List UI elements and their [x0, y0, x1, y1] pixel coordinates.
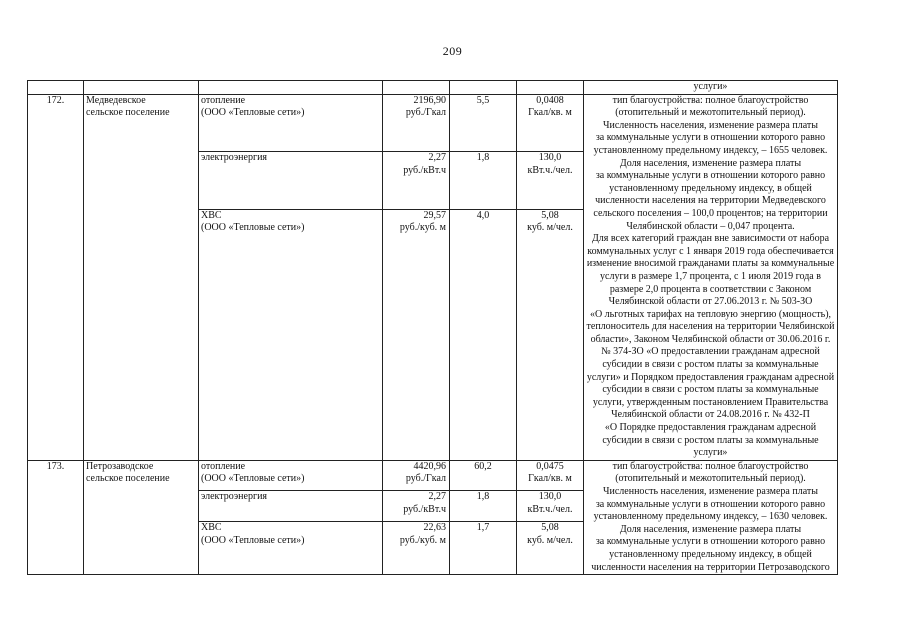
norm-value [517, 460, 584, 491]
info-cell-line: «О льготных тарифах на тепловую энергию (мощность), [589, 308, 832, 320]
tariff-value-line: руб./Гкал [405, 473, 446, 485]
info-cell-line: установленному предельному индексу, в общей [609, 182, 812, 194]
tariff-value-line: 2196,90 [413, 94, 446, 106]
service-name-line: электроэнергия [201, 152, 268, 164]
norm-value [517, 152, 584, 210]
norm-value-line: Гкал/кв. м [528, 473, 572, 485]
tariff-value-line: 29,57 [423, 209, 446, 221]
info-cell-line: размере 2,0 процента в соответствии с Законом [609, 283, 812, 295]
row-number-line: 173. [46, 460, 65, 472]
index-value-line: 60,2 [474, 460, 492, 472]
norm-value [517, 209, 584, 460]
row-number [28, 460, 84, 574]
index-value-line: 5,5 [476, 94, 490, 106]
info-cell-line: субсидии в связи с ростом платы за коммунальные [602, 384, 819, 396]
norm-value-line: куб. м/чел. [527, 534, 573, 546]
tariff-table [27, 80, 838, 575]
info-cell-line: Челябинской области от 24.08.2016 г. № 432-П [611, 409, 810, 421]
norm-value-line: 130,0 [538, 491, 562, 503]
info-cell-line: коммунальных услуг с 1 января 2019 года обеспечивается [587, 245, 834, 257]
tariff-value-line: руб./Гкал [405, 107, 446, 119]
index-value-line: 1,8 [476, 152, 490, 164]
tariff-value-line: руб./куб. м [399, 222, 446, 234]
info-cell-line: численности населения на территории Петрозаводского [591, 561, 830, 573]
service-name [199, 491, 383, 522]
norm-value-line: 0,0475 [536, 460, 564, 472]
info-cell-line: области», Законом Челябинской области от 30.06.2016 г. [590, 333, 831, 345]
settlement-name-line: сельское поселение [86, 107, 170, 119]
info-cell-line: за коммунальные услуги в отношении которого равно [595, 498, 826, 510]
norm-value-line: 5,08 [541, 522, 559, 534]
tariff-value-line: 4420,96 [413, 460, 446, 472]
info-cell-line: Челябинской области от 27.06.2013 г. № 503-ЗО [608, 296, 813, 308]
info-cell-line: Численность населения, изменение размера платы [603, 119, 818, 131]
service-name-line: ХВС [201, 522, 222, 534]
index-value-line: 1,7 [476, 522, 490, 534]
info-cell-line: (отопительный и межотопительный период). [615, 473, 806, 485]
info-cell-line: № 374-ЗО «О предоставлении гражданам адресной [601, 346, 820, 358]
info-cell [584, 460, 838, 574]
info-cell-line: за коммунальные услуги в отношении которого равно [595, 536, 826, 548]
info-cell-line: Челябинской области – 0,047 процента. [626, 220, 795, 232]
row-number-line: 172. [46, 94, 65, 106]
settlement-name [84, 94, 199, 460]
norm-value-line: 5,08 [541, 209, 559, 221]
tariff-value [383, 522, 450, 575]
info-cell-line: установленному предельному индексу, – 1655 человек. [593, 144, 828, 156]
service-name-line: (ООО «Тепловые сети») [201, 107, 305, 119]
index-value [450, 152, 517, 210]
row-number [28, 94, 84, 460]
index-value-line: 1,8 [476, 491, 490, 503]
settlement-name-line: Петрозаводское [86, 460, 154, 472]
tariff-value [383, 460, 450, 491]
norm-value-line: 0,0408 [536, 94, 564, 106]
info-cell-line: услуги в размере 1,7 процента, с 1 июля 2019 года в [600, 270, 821, 282]
settlement-name-line: Медведевское [86, 94, 146, 106]
info-cell-line: (отопительный и межотопительный период). [615, 107, 806, 119]
index-value [450, 460, 517, 491]
info-cell-line: теплоноситель для населения на территории Челябинской [586, 321, 835, 333]
tariff-value-line: руб./кВт.ч [403, 164, 446, 176]
service-name [199, 522, 383, 575]
info-cell [584, 94, 838, 460]
info-cell-line: Численность населения, изменение размера платы [603, 486, 818, 497]
service-name-line: (ООО «Тепловые сети») [201, 222, 305, 234]
table-row-continuation [28, 81, 838, 95]
tariff-value-line: руб./кВт.ч [403, 504, 446, 516]
info-cell-line: «О Порядке предоставления гражданам адресной [604, 422, 817, 434]
tariff-value-line: 2,27 [428, 491, 446, 503]
service-name [199, 460, 383, 491]
norm-value-line: куб. м/чел. [527, 222, 573, 234]
service-name-line: (ООО «Тепловые сети») [201, 534, 305, 546]
norm-value-line: кВт.ч./чел. [527, 504, 573, 516]
index-value [450, 94, 517, 152]
settlement-name-line: сельское поселение [86, 473, 170, 485]
tariff-value-line: 22,63 [423, 522, 446, 534]
info-cell-line: Для всех категорий граждан вне зависимости от набора [591, 233, 830, 245]
info-cell-line: субсидии в связи с ростом платы за коммунальные [602, 359, 819, 371]
index-value-line: 4,0 [476, 209, 490, 221]
index-value [450, 522, 517, 575]
norm-value [517, 522, 584, 575]
info-cell-line: услуги, утвержденным постановлением Правительства [592, 396, 829, 408]
norm-value [517, 491, 584, 522]
service-name-line: отопление [201, 460, 246, 472]
index-value [450, 209, 517, 460]
info-cell-line: численности населения на территории Медведевского [595, 195, 826, 207]
settlement-name [84, 460, 199, 574]
info-cell-line: услуги» и Порядком предоставления гражданам адресной [586, 371, 835, 383]
info-cell-line: услуги» [693, 447, 728, 459]
info-cell-line: субсидии в связи с ростом платы за коммунальные [602, 434, 819, 446]
index-value [450, 491, 517, 522]
service-name-line: электроэнергия [201, 491, 268, 503]
tariff-value [383, 491, 450, 522]
info-cell-line: изменение вносимой гражданами платы за коммунальные [586, 258, 835, 270]
tariff-value [383, 209, 450, 460]
tariff-value [383, 94, 450, 152]
norm-value-line: Гкал/кв. м [528, 107, 572, 119]
info-cell-line: установленному предельному индексу, в общей [609, 548, 812, 560]
info-cell-line: тип благоустройства: полное благоустройство [612, 94, 809, 106]
service-name-line: отопление [201, 94, 246, 106]
norm-value-line: кВт.ч./чел. [527, 164, 573, 176]
info-cell-line: тип благоустройства: полное благоустройство [612, 460, 809, 472]
service-name-line: ХВС [201, 209, 222, 221]
info-cell-line: Доля населения, изменение размера платы [619, 157, 802, 169]
info-cell-line: за коммунальные услуги в отношении которого равно [595, 132, 826, 144]
table-row [28, 94, 838, 152]
info-cell: услуги» [584, 81, 838, 95]
page-number: 209 [442, 44, 463, 58]
tariff-value-line: 2,27 [428, 152, 446, 164]
info-cell-line: за коммунальные услуги в отношении которого равно [595, 170, 826, 182]
tariff-value-line: руб./куб. м [399, 534, 446, 546]
service-name [199, 94, 383, 152]
info-cell-line: сельского поселения – 100,0 процентов; на территории [593, 207, 828, 219]
tariff-value [383, 152, 450, 210]
info-cell-line: установленному предельному индексу, – 1630 человек. [593, 511, 828, 523]
norm-value [517, 94, 584, 152]
norm-value-line: 130,0 [538, 152, 562, 164]
service-name-line: (ООО «Тепловые сети») [201, 473, 305, 485]
service-name [199, 209, 383, 460]
service-name [199, 152, 383, 210]
table-row [28, 460, 838, 491]
info-cell-line: Доля населения, изменение размера платы [619, 523, 802, 535]
